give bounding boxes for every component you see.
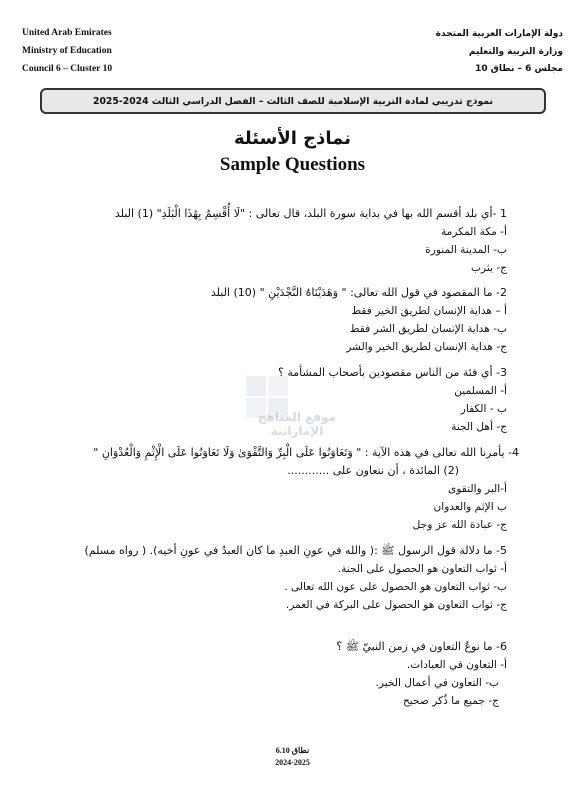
question-3 — [278, 364, 507, 436]
question-2-option-a: أ – هداية الإنسان لطريق الخير فقط — [351, 305, 507, 317]
question-5 — [85, 542, 508, 614]
question-1 — [115, 205, 507, 277]
page-title-ar: نماذج الأسئلة — [234, 128, 351, 149]
question-6-option-a: أ- التعاون في العبادات. — [406, 659, 507, 671]
question-5-stem: 5- ما دلالة قول الرسول ﷺ :( والله في عونِ العبدِ ما كان العبدُ في عونِ أخيه). ( رواه مسلم) — [84, 544, 507, 557]
header-country-en: United Arab Emirates — [22, 28, 112, 38]
question-4 — [93, 444, 519, 534]
question-3-option-a: أ- المسلمين — [454, 385, 507, 397]
exam-banner-text: نموذج تدريبي لمادة التربية الإسلامية للصف الثالث – الفصل الدراسي الثالث 2024-2025 — [92, 95, 494, 107]
question-2-option-b: ب- هداية الإنسان لطريق الشر فقط — [349, 323, 507, 335]
question-1-option-b: ب- المدينة المنورة — [425, 244, 507, 256]
header-ministry-ar: وزارة التربية والتعليم — [468, 46, 563, 57]
question-4-option-c: ج- عبادة الله عز وجل — [412, 519, 507, 531]
question-2-option-c: ج- هداية الإنسان لطريق الخير والشر — [346, 341, 507, 353]
footer-cluster: نطاق 6.10 — [275, 746, 310, 755]
page-title-en: Sample Questions — [219, 154, 366, 175]
question-5-option-b: ب- ثواب التعاون هو الحصول على عون الله تعالى . — [284, 581, 507, 593]
question-5-option-a: أ- ثواب التعاون هو الحصول على الجنة. — [337, 563, 507, 575]
question-4-stem-continued: (2) المائدة ، أن نتعاون على ............ — [287, 464, 459, 477]
watermark-text: موقع المناهج الإماراتية — [257, 410, 337, 438]
page-footer — [0, 745, 585, 769]
question-3-option-b: ب - الكفار — [460, 403, 507, 415]
question-3-stem: 3- أي فئة من الناس مقصودين بأصحاب المشأمة ؟ — [278, 366, 507, 379]
question-1-stem: 1 -أي بلد أقسم الله بها في بداية سورة البلد، قال تعالى : "لَا أُقْسِمُ بِهَٰذَا الْبَلَدِ" (1) البلد — [114, 207, 507, 220]
question-6-stem: 6- ما نوعُ التعاون في زمن النبيّ ﷺ ؟ — [336, 640, 507, 653]
header-country-ar: دولة الإمارات العربية المتحدة — [435, 29, 563, 39]
header-council-en: Council 6 – Cluster 10 — [22, 64, 113, 74]
question-2-stem: 2- ما المقصود في قول الله تعالى: " وَهَدَيْنَاهُ النَّجْدَيْنِ " (10) البلد — [210, 286, 507, 299]
header-left — [22, 24, 182, 78]
question-4-option-b: ب الإثم والعدوان — [433, 501, 507, 513]
question-4-stem: 4- يأمرنا الله تعالى في هذه الآية : " وَتَعَاوَنُوا عَلَى الْبِرِّ وَالتَّقْوَىٰ وَلَا تَعَاوَنُوا عَلَى الْإِثْمِ وَالْعُدْوَانِ " — [93, 446, 519, 459]
question-6-option-c: ج- جميع ما ذُكر صحيح — [402, 695, 499, 707]
header-council-ar: مجلس 6 – نطاق 10 — [475, 64, 563, 74]
question-3-option-c: ج- أهل الجنة — [451, 421, 507, 433]
question-1-option-c: ج- يثرب — [471, 262, 507, 274]
footer-year: 2024-2025 — [275, 758, 310, 767]
question-5-option-c: ج- ثواب التعاون هو الحصول على البركة في العمر. — [285, 599, 507, 611]
header-ministry-en: Ministry of Education — [22, 46, 112, 56]
header-right — [393, 26, 563, 79]
question-6-option-b: ب- التعاون في أعمال الخير. — [375, 677, 499, 689]
question-4-option-a: أ-البر والتقوى — [448, 483, 507, 495]
question-6 — [336, 638, 507, 710]
exam-banner — [40, 88, 546, 114]
question-2 — [211, 284, 507, 356]
question-1-option-a: أ- مكة المكرمة — [440, 226, 507, 238]
